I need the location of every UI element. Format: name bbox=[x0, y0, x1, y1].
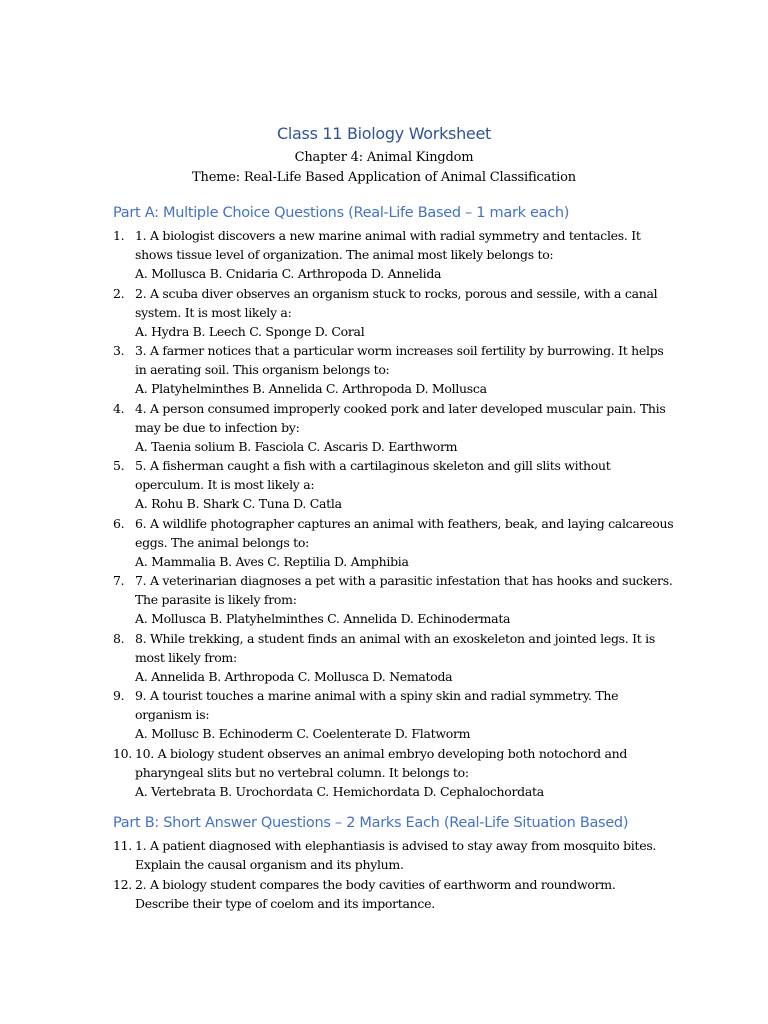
question-line: in aerating soil. This organism belongs to: bbox=[135, 362, 390, 378]
part-b-heading: Part B: Short Answer Questions – 2 Marks Each (Real-Life Situation Based) bbox=[113, 815, 629, 831]
question-line: 2. A biology student compares the body cavities of earthworm and roundworm. bbox=[135, 877, 616, 892]
question-line: Describe their type of coelom and its importance. bbox=[135, 896, 435, 912]
question-line: may be due to infection by: bbox=[135, 419, 300, 435]
part-a-heading: Part A: Multiple Choice Questions (Real-Life Based – 1 mark each) bbox=[113, 205, 570, 221]
question-number: 6. bbox=[113, 515, 125, 531]
question-line: 8. While trekking, a student finds an animal with an exoskeleton and jointed legs. It is bbox=[135, 630, 655, 646]
question-line: 3. A farmer notices that a particular worm increases soil fertility by burrowing. It helps bbox=[135, 343, 664, 358]
answer-options: A. Taenia solium B. Fasciola C. Ascaris D. Earthworm bbox=[135, 438, 458, 454]
question-number: 5. bbox=[113, 458, 125, 473]
question-line: shows tissue level of organization. The animal most likely belongs to: bbox=[135, 247, 554, 263]
question-line: pharyngeal slits but no vertebral column. It belongs to: bbox=[135, 764, 469, 780]
answer-options: A. Mollusc B. Echinoderm C. Coelenterate D. Flatworm bbox=[135, 726, 471, 742]
question-text bbox=[135, 399, 673, 457]
question-number: 8. bbox=[113, 630, 125, 646]
question-number: 2. bbox=[113, 285, 125, 301]
question-text bbox=[135, 284, 673, 342]
answer-options: A. Mammalia B. Aves C. Reptilia D. Amphibia bbox=[135, 553, 409, 569]
question-line: 1. A biologist discovers a new marine animal with radial symmetry and tentacles. It bbox=[135, 228, 641, 243]
chapter-subtitle: Chapter 4: Animal Kingdom bbox=[294, 150, 474, 165]
question-text bbox=[135, 456, 673, 514]
question-text bbox=[135, 571, 673, 629]
answer-options: A. Platyhelminthes B. Annelida C. Arthropoda D. Mollusca bbox=[135, 381, 487, 397]
question-line: 10. A biology student observes an animal embryo developing both notochord and bbox=[135, 745, 628, 761]
question-line: 4. A person consumed improperly cooked pork and later developed muscular pain. This bbox=[135, 400, 666, 416]
question-number: 7. bbox=[113, 573, 125, 588]
question-text bbox=[135, 514, 673, 572]
answer-options: A. Hydra B. Leech C. Sponge D. Coral bbox=[135, 323, 365, 339]
answer-options: A. Mollusca B. Platyhelminthes C. Annelida D. Echinodermata bbox=[135, 611, 511, 627]
answer-options: A. Mollusca B. Cnidaria C. Arthropoda D. Annelida bbox=[135, 266, 442, 282]
question-number: 4. bbox=[113, 400, 125, 416]
question-number: 1. bbox=[113, 228, 125, 243]
question-text bbox=[135, 686, 673, 744]
question-number: 10. bbox=[113, 745, 132, 761]
question-line: most likely from: bbox=[135, 649, 237, 665]
question-text bbox=[135, 744, 673, 802]
question-text bbox=[135, 341, 673, 399]
question-line: 1. A patient diagnosed with elephantiasis is advised to stay away from mosquito bites. bbox=[135, 838, 657, 853]
question-text bbox=[135, 226, 673, 284]
question-number: 3. bbox=[113, 343, 125, 358]
answer-options: A. Rohu B. Shark C. Tuna D. Catla bbox=[135, 496, 342, 512]
question-text bbox=[135, 875, 673, 913]
question-number: 11. bbox=[113, 838, 132, 853]
question-line: operculum. It is most likely a: bbox=[135, 477, 315, 493]
question-line: 6. A wildlife photographer captures an animal with feathers, beak, and laying calcareous bbox=[135, 515, 674, 531]
question-text bbox=[135, 629, 673, 687]
question-number: 9. bbox=[113, 688, 125, 703]
worksheet-title: Class 11 Biology Worksheet bbox=[277, 124, 491, 143]
theme-subtitle: Theme: Real-Life Based Application of Animal Classification bbox=[192, 170, 576, 185]
question-line: 5. A fisherman caught a fish with a cartilaginous skeleton and gill slits without bbox=[135, 458, 611, 473]
answer-options: A. Vertebrata B. Urochordata C. Hemichordata D. Cephalochordata bbox=[135, 783, 544, 799]
question-line: 7. A veterinarian diagnoses a pet with a parasitic infestation that has hooks and suckers. bbox=[135, 573, 673, 588]
question-line: 9. A tourist touches a marine animal with a spiny skin and radial symmetry. The bbox=[135, 688, 619, 703]
question-line: eggs. The animal belongs to: bbox=[135, 534, 310, 550]
question-line: organism is: bbox=[135, 707, 210, 723]
question-line: system. It is most likely a: bbox=[135, 304, 292, 320]
question-line: Explain the causal organism and its phylum. bbox=[135, 857, 404, 873]
answer-options: A. Annelida B. Arthropoda C. Mollusca D. Nematoda bbox=[135, 668, 453, 684]
question-line: 2. A scuba diver observes an organism stuck to rocks, porous and sessile, with a canal bbox=[135, 285, 658, 301]
question-text bbox=[135, 836, 673, 874]
question-line: The parasite is likely from: bbox=[135, 592, 297, 608]
question-number: 12. bbox=[113, 877, 132, 892]
